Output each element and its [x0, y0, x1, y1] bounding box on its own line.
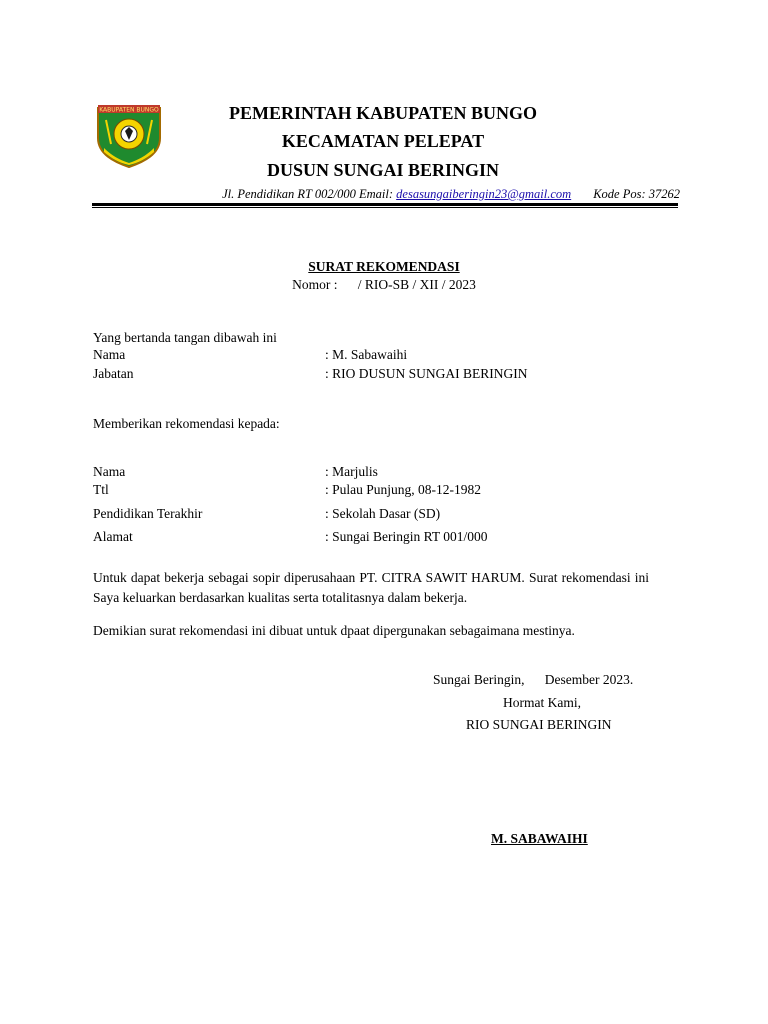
recipient-birth-value: : Pulau Punjung, 08-12-1982 — [325, 482, 482, 497]
recipient-education-value: : Sekolah Dasar (SD) — [325, 506, 441, 521]
regards: Hormat Kami, — [503, 695, 581, 710]
email-link[interactable]: desasungaiberingin23@gmail.com — [396, 187, 572, 201]
signer-position: RIO SUNGAI BERINGIN — [466, 717, 612, 732]
recipient-address-label: Alamat — [93, 529, 133, 544]
recipient-education-label: Pendidikan Terakhir — [93, 506, 203, 521]
header-district: KECAMATAN PELEPAT — [281, 131, 485, 151]
header-rule-thick — [92, 203, 678, 206]
recommend-intro: Memberikan rekomendasi kepada: — [93, 416, 280, 431]
recipient-name-value: : Marjulis — [325, 464, 378, 479]
address-text: Jl. Pendidikan RT 002/000 Email: — [222, 187, 397, 201]
body-paragraph: Untuk dapat bekerja sebagai sopir diperusahaan PT. CITRA SAWIT HARUM. Surat rekomendasi ini Saya keluarkan berdasarkan kualitas serta totalitasnya dalam bekerja. — [93, 570, 649, 605]
signer-name-value: : M. Sabawaihi — [325, 347, 408, 362]
closing-paragraph: Demikian surat rekomendasi ini dibuat untuk dpaat dipergunakan sebagaimana mestinya. — [93, 623, 575, 638]
letter-number: Nomor : / RIO-SB / XII / 2023 — [292, 277, 476, 292]
signer-intro: Yang bertanda tangan dibawah ini — [93, 330, 277, 345]
postal-code: Kode Pos: 37262 — [593, 187, 680, 201]
header-rule-thin — [92, 207, 678, 208]
logo-lettering: KABUPATEN BUNGO — [99, 106, 159, 114]
signer-name: M. SABAWAIHI — [491, 831, 588, 846]
letter-title: SURAT REKOMENDASI — [308, 259, 460, 274]
signer-position-value: : RIO DUSUN SUNGAI BERINGIN — [325, 366, 528, 381]
recipient-name-label: Nama — [93, 464, 126, 479]
place-date: Sungai Beringin, Desember 2023. — [433, 672, 634, 687]
header-address — [150, 187, 680, 202]
header-village: DUSUN SUNGAI BERINGIN — [266, 160, 500, 180]
recipient-address-value: : Sungai Beringin RT 001/000 — [325, 529, 488, 544]
recipient-birth-label: Ttl — [93, 482, 109, 497]
signer-position-label: Jabatan — [93, 366, 134, 381]
header-government: PEMERINTAH KABUPATEN BUNGO — [228, 103, 537, 123]
signer-name-label: Nama — [93, 347, 126, 362]
